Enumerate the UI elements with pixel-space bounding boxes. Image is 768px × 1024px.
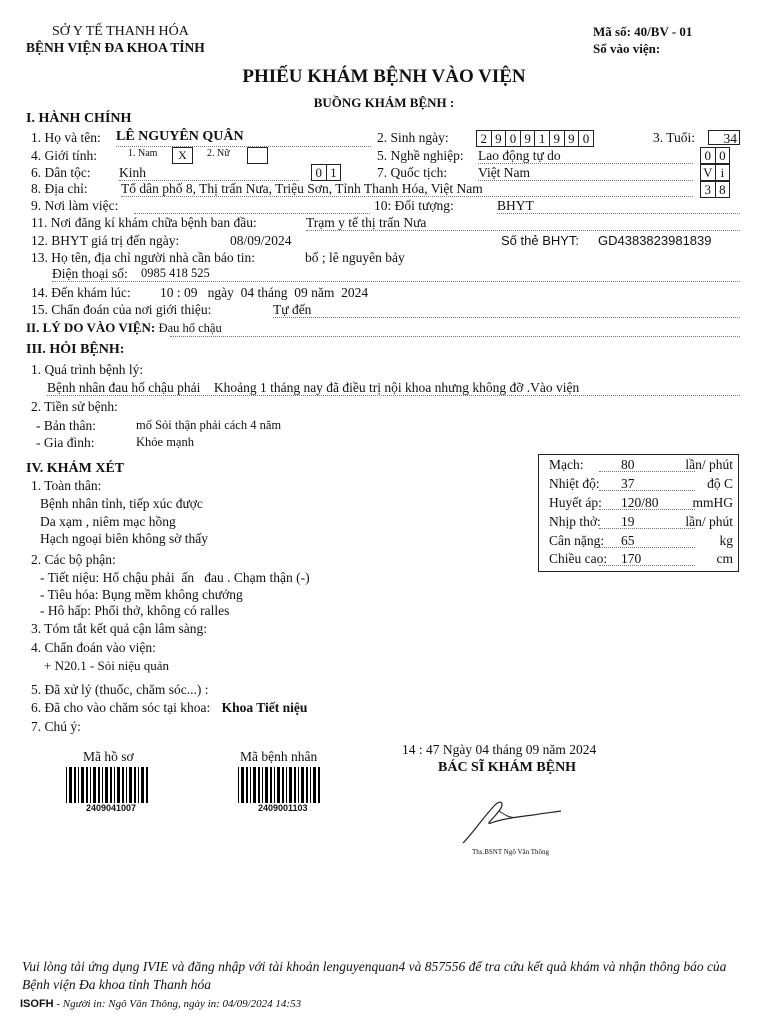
vital-label: Nhịp thở: <box>549 514 601 529</box>
phone-value: 0985 418 525 <box>141 266 210 280</box>
register-dotline <box>306 230 740 231</box>
record-code-label: Mã hồ sơ <box>83 749 134 764</box>
digit-cell: 3 <box>701 182 716 197</box>
vital-value: 170 <box>621 551 642 566</box>
digit-cell: 0 <box>582 131 590 146</box>
page-subtitle: BUỒNG KHÁM BỆNH : <box>313 95 455 110</box>
bhyt-date-value: 08/09/2024 <box>230 233 292 248</box>
admission-number-label: Số vào viện: <box>593 41 661 56</box>
digit-cell: 0 <box>701 148 716 163</box>
age-label: 3. Tuổi: <box>653 130 696 145</box>
job-value: Lao động tự do <box>478 148 561 163</box>
arrival-time: 10 : 09 ngày 04 tháng 09 năm 2024 <box>160 285 369 300</box>
barcode-bar <box>93 767 96 803</box>
barcode-bar <box>98 767 100 803</box>
bhyt-date-label: 12. BHYT giá trị đến ngày: <box>31 233 180 248</box>
address-code-boxes <box>700 181 730 198</box>
doctor-name: Ths.BSNT Ngô Văn Thông <box>472 848 550 856</box>
reason-dotline <box>170 336 740 337</box>
subject-dotline <box>497 213 740 214</box>
barcode-bar <box>141 767 144 803</box>
section-reason-heading: II. LÝ DO VÀO VIỆN: <box>26 320 156 335</box>
barcode-bar <box>117 767 120 803</box>
bhyt-card-label: Số thẻ BHYT: <box>501 233 580 248</box>
barcode-bar <box>74 767 76 803</box>
vital-value: 19 <box>621 514 635 529</box>
hospital-name: BỆNH VIỆN ĐA KHOA TỈNH <box>26 40 205 55</box>
barcode-bar <box>301 767 304 803</box>
ethnic-code-boxes <box>311 164 341 181</box>
barcode-bar <box>274 767 275 803</box>
subject-value: BHYT <box>497 198 534 213</box>
nationality-dotline <box>478 180 693 181</box>
address-value: Tổ dân phố 8, Thị trấn Nưa, Triệu Sơn, Tỉnh Thanh Hóa, Việt Nam <box>121 181 483 196</box>
general-exam-line-2: Da xạm , niêm mạc hồng <box>40 514 176 529</box>
ward-label: 6. Đã cho vào chăm sóc tại khoa: <box>31 700 211 715</box>
organs-line-1: - Tiết niệu: Hố chậu phải ấn đau . Chạm thận (-) <box>40 570 310 585</box>
gender-label: 4. Giới tính: <box>31 148 98 163</box>
vital-unit: mmHG <box>692 495 733 510</box>
barcode-bar <box>241 767 244 803</box>
history-dotline <box>47 395 740 396</box>
digit-cell: 0 <box>506 131 521 146</box>
digit-cell: 2 <box>477 131 492 146</box>
name-label: 1. Họ và tên: <box>31 130 101 145</box>
vital-unit: cm <box>716 551 733 566</box>
contact-value: bố ; lê nguyên bảy <box>305 250 405 265</box>
workplace-label: 9. Nơi làm việc: <box>31 198 119 213</box>
barcode-bar <box>310 767 311 803</box>
vital-unit: lần/ phút <box>685 457 733 472</box>
self-history-value: mổ Sỏi thận phải cách 4 năm <box>136 418 282 432</box>
vital-value: 65 <box>621 533 635 548</box>
job-dotline <box>478 163 693 164</box>
barcode-bar <box>66 767 67 803</box>
barcode-bar <box>69 767 72 803</box>
barcode-bar <box>105 767 108 803</box>
barcode-bar <box>265 767 268 803</box>
record-number: 2409041007 <box>86 803 137 813</box>
digit-cell: 9 <box>521 131 536 146</box>
barcode-bar <box>306 767 308 803</box>
patient-name: LÊ NGUYÊN QUÂN <box>116 129 244 144</box>
vital-blood-pressure <box>549 495 733 513</box>
lab-summary-label: 3. Tóm tắt kết quả cận lâm sàng: <box>31 621 207 636</box>
nationality-code-boxes <box>700 164 730 181</box>
history-label: 1. Quá trình bệnh lý: <box>31 362 144 377</box>
barcode-bar <box>294 767 296 803</box>
barcode-bar <box>81 767 84 803</box>
digit-cell: i <box>720 165 725 180</box>
barcode-bar <box>286 767 287 803</box>
history-value: Bệnh nhân đau hố chậu phải Khoảng 1 tháng nay đã điều trị nội khoa nhưng không đỡ .Vào viện <box>47 380 580 395</box>
barcode-bar <box>270 767 272 803</box>
ward-value: Khoa Tiết niệu <box>221 700 308 715</box>
barcode-bar <box>102 767 103 803</box>
dob-boxes <box>476 130 594 147</box>
age-box: 34 <box>708 130 740 145</box>
admission-diagnosis-value: + N20.1 - Sỏi niệu quản <box>44 658 170 673</box>
admission-diagnosis-label: 4. Chẩn đoán vào viện: <box>31 640 156 655</box>
barcode-bar <box>250 767 251 803</box>
vital-temperature <box>549 476 733 494</box>
digit-cell: 9 <box>565 131 580 146</box>
referral-label: 15. Chẩn đoán của nơi giới thiệu: <box>31 302 212 317</box>
address-label: 8. Địa chỉ: <box>31 181 88 196</box>
section-history-heading: III. HỎI BỆNH: <box>26 342 125 357</box>
family-history-value: Khỏe mạnh <box>136 435 194 449</box>
family-history-label: - Gia đình: <box>36 435 95 450</box>
vital-unit: lần/ phút <box>685 514 733 529</box>
barcode-bar <box>114 767 115 803</box>
vital-value: 80 <box>621 457 635 472</box>
barcode-bar <box>282 767 284 803</box>
male-checkbox: X <box>172 147 193 164</box>
female-checkbox <box>247 147 268 164</box>
barcode-bar <box>258 767 260 803</box>
form-code: Mã số: 40/BV - 01 <box>593 24 693 39</box>
address-dotline <box>121 196 693 197</box>
vital-value: 120/80 <box>621 495 659 510</box>
referral-value: Tự đến <box>273 302 312 317</box>
job-code-boxes <box>700 147 730 164</box>
digit-cell: 0 <box>719 148 726 163</box>
barcode-bar <box>277 767 280 803</box>
general-exam-label: 1. Toàn thân: <box>31 478 102 493</box>
nationality-label: 7. Quốc tịch: <box>377 165 448 180</box>
digit-cell: 1 <box>535 131 550 146</box>
organs-line-3: - Hô hấp: Phổi thở, không có ralles <box>40 603 230 618</box>
job-label: 5. Nghề nghiệp: <box>377 148 464 163</box>
barcode-bar <box>129 767 132 803</box>
vital-unit: kg <box>719 533 733 548</box>
general-exam-line-3: Hạch ngoại biên không sờ thấy <box>40 531 208 546</box>
workplace-dotline <box>134 213 370 214</box>
subject-label: 10: Đối tượng: <box>374 198 454 213</box>
note-label: 7. Chú ý: <box>31 719 81 734</box>
section-exam-heading: IV. KHÁM XÉT <box>26 461 125 476</box>
digit-cell: 9 <box>492 131 507 146</box>
contact-dotline <box>52 281 740 282</box>
name-dotline <box>116 146 371 147</box>
register-label: 11. Nơi đăng kí khám chữa bệnh ban đầu: <box>31 215 257 230</box>
male-label: 1. Nam <box>128 148 158 159</box>
dept-name: SỞ Y TẾ THANH HÓA <box>52 24 189 39</box>
register-value: Trạm y tế thị trấn Nưa <box>306 215 427 230</box>
phone-label: Điện thoại số: <box>52 266 128 281</box>
vital-label: Nhiệt độ: <box>549 476 600 491</box>
barcode-bar <box>313 767 316 803</box>
vital-label: Mạch: <box>549 457 584 472</box>
reason-row <box>26 320 222 336</box>
printed-by: - Người in: Ngô Văn Thông, ngày in: 04/09/2024 14:53 <box>56 998 302 1010</box>
general-exam-line-1: Bệnh nhân tỉnh, tiếp xúc được <box>40 496 203 511</box>
barcode-bar <box>289 767 292 803</box>
digit-cell: V <box>701 165 716 180</box>
vital-label: Huyết áp: <box>549 495 602 510</box>
vital-respiration <box>549 514 733 532</box>
doctor-signature <box>455 795 565 850</box>
female-label: 2. Nữ <box>207 148 230 159</box>
digit-cell: 0 <box>312 165 327 180</box>
ethnic-label: 6. Dân tộc: <box>31 165 91 180</box>
contact-label: 13. Họ tên, địa chỉ người nhà cần báo tin: <box>31 250 256 265</box>
barcode-bar <box>262 767 263 803</box>
patient-number: 2409001103 <box>258 803 308 813</box>
patient-code-label: Mã bệnh nhân <box>240 749 318 764</box>
section-administrative-heading: I. HÀNH CHÍNH <box>26 111 132 126</box>
barcode-bar <box>110 767 112 803</box>
barcode-bar <box>90 767 91 803</box>
vital-weight <box>549 533 733 551</box>
barcode-bar <box>253 767 256 803</box>
digit-cell: 8 <box>719 182 726 197</box>
bhyt-card-number: GD4383823981839 <box>598 233 712 248</box>
record-barcode <box>66 767 150 803</box>
barcode-bar <box>318 767 320 803</box>
brand-label: ISOFH <box>20 998 54 1010</box>
vital-unit: độ C <box>707 476 733 491</box>
treatment-label: 5. Đã xử lý (thuốc, chăm sóc...) : <box>31 682 209 697</box>
barcode-bar <box>126 767 127 803</box>
barcode-bar <box>238 767 239 803</box>
arrival-label: 14. Đến khám lúc: <box>31 285 131 300</box>
digit-cell: 1 <box>330 165 337 180</box>
barcode-bar <box>138 767 139 803</box>
digit-cell: 9 <box>550 131 565 146</box>
nationality-value: Việt Nam <box>478 165 531 180</box>
vital-label: Chiều cao: <box>549 551 608 566</box>
vitals-box <box>538 454 739 572</box>
print-info <box>20 998 301 1010</box>
vital-label: Cân nặng: <box>549 533 605 548</box>
ethnic-value: Kinh <box>119 165 146 180</box>
signature-datetime: 14 : 47 Ngày 04 tháng 09 năm 2024 <box>402 742 597 757</box>
ward-row <box>31 700 307 716</box>
doctor-role: BÁC SĨ KHÁM BỆNH <box>438 760 577 775</box>
barcode-bar <box>78 767 79 803</box>
patient-barcode <box>238 767 322 803</box>
barcode-bar <box>122 767 124 803</box>
barcode-bar <box>134 767 136 803</box>
reason-value: Đau hố chậu <box>158 321 222 335</box>
referral-dotline <box>273 317 740 318</box>
footer-notice: Vui lòng tải ứng dụng IVIE và đăng nhập với tài khoản lenguyenquan4 và 857556 để tra cứu kết quả khám và nhận thông báo của Bệnh viện Đa khoa tỉnh Thanh hóa <box>22 959 727 992</box>
vital-value: 37 <box>621 476 635 491</box>
barcode-bar <box>298 767 299 803</box>
dob-label: 2. Sinh ngày: <box>377 130 449 145</box>
past-history-label: 2. Tiền sử bệnh: <box>31 399 118 414</box>
self-history-label: - Bản thân: <box>36 418 96 433</box>
vital-pulse <box>549 457 733 475</box>
organs-line-2: - Tiêu hóa: Bụng mềm không chướng <box>40 587 243 602</box>
barcode-bar <box>246 767 248 803</box>
page-title: PHIẾU KHÁM BỆNH VÀO VIỆN <box>242 66 526 87</box>
barcode-bar <box>146 767 148 803</box>
vital-height <box>549 551 733 569</box>
barcode-bar <box>86 767 88 803</box>
organs-label: 2. Các bộ phận: <box>31 552 116 567</box>
